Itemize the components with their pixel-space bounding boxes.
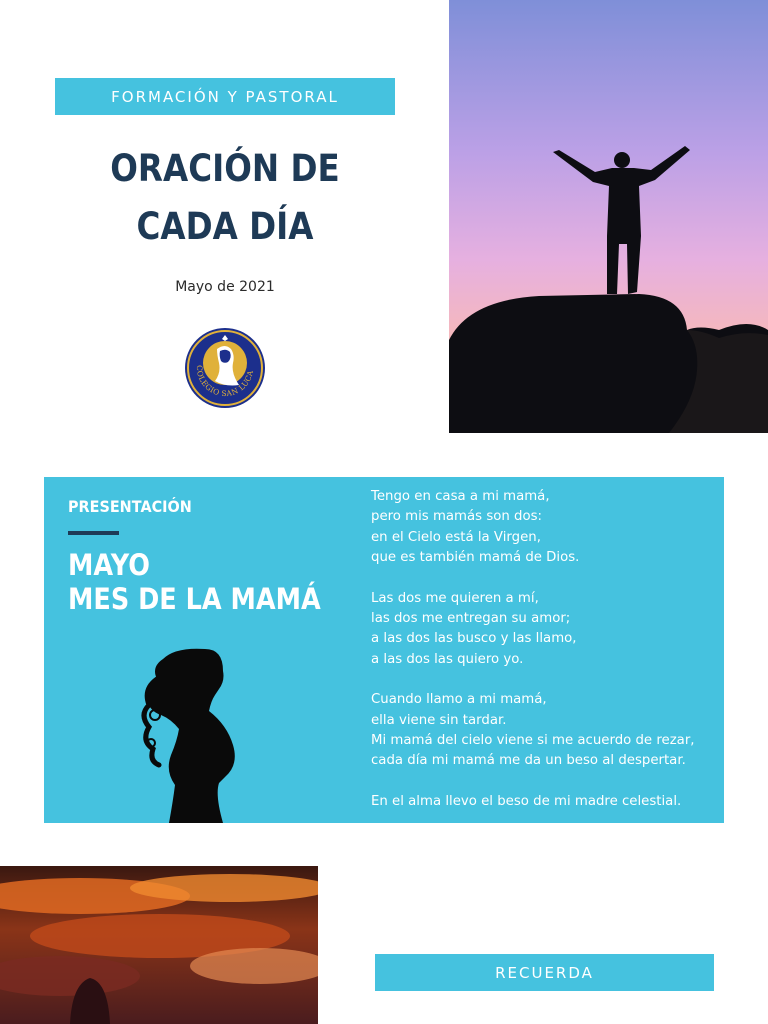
poem-line: que es también mamá de Dios. (371, 550, 580, 566)
poem-line: cada día mi mamá me da un beso al despertar. (371, 753, 686, 769)
poem-line: Las dos me quieren a mí, (371, 590, 539, 606)
person-silhouette-sunset-image (449, 0, 768, 433)
poem-line: Tengo en casa a mi mamá, (371, 489, 550, 504)
title-line-1: ORACIÓN DE (110, 147, 340, 190)
hero-photo-arms-raised (449, 0, 768, 433)
presentation-heading (68, 548, 321, 616)
poem-line: las dos me entregan su amor; (371, 611, 571, 627)
pregnant-woman-silhouette (135, 645, 247, 823)
presentation-kicker: PRESENTACIÓN (68, 497, 192, 516)
heading-line-1: MAYO (68, 548, 150, 582)
poem-line: Mi mamá del cielo viene si me acuerdo de rezar, (371, 733, 695, 749)
kicker-underline (68, 531, 119, 535)
poem-stanza (371, 792, 716, 812)
publication-date: Mayo de 2021 (175, 279, 275, 295)
poem-line: a las dos las quiero yo. (371, 651, 524, 667)
poem-line: En el alma llevo el beso de mi madre celestial. (371, 793, 682, 809)
title-line-2: CADA DÍA (136, 205, 314, 248)
heading-line-2: MES DE LA MAMÁ (68, 582, 321, 616)
poem-line: a las dos las busco y las llamo, (371, 631, 577, 647)
poem-line: ella viene sin tardar. (371, 712, 507, 728)
poem-line: en el Cielo está la Virgen, (371, 529, 541, 545)
poem-line: Cuando llamo a mi mamá, (371, 692, 547, 708)
school-seal-icon (184, 327, 266, 409)
sunset-clouds-photo (0, 866, 318, 1024)
school-logo (184, 327, 266, 409)
page-title (75, 140, 374, 256)
orange-sky-image (0, 866, 318, 1024)
poem (371, 487, 716, 832)
poem-stanza (371, 690, 716, 772)
remember-label: RECUERDA (375, 954, 714, 991)
pregnant-woman-icon (135, 645, 247, 823)
poem-stanza (371, 589, 716, 671)
poem-line: pero mis mamás son dos: (371, 509, 543, 525)
section-label: FORMACIÓN Y PASTORAL (55, 78, 395, 115)
poem-stanza (371, 487, 716, 569)
svg-text:COLEGIO SAN LUCAS: COLEGIO SAN LUCA (194, 365, 255, 399)
